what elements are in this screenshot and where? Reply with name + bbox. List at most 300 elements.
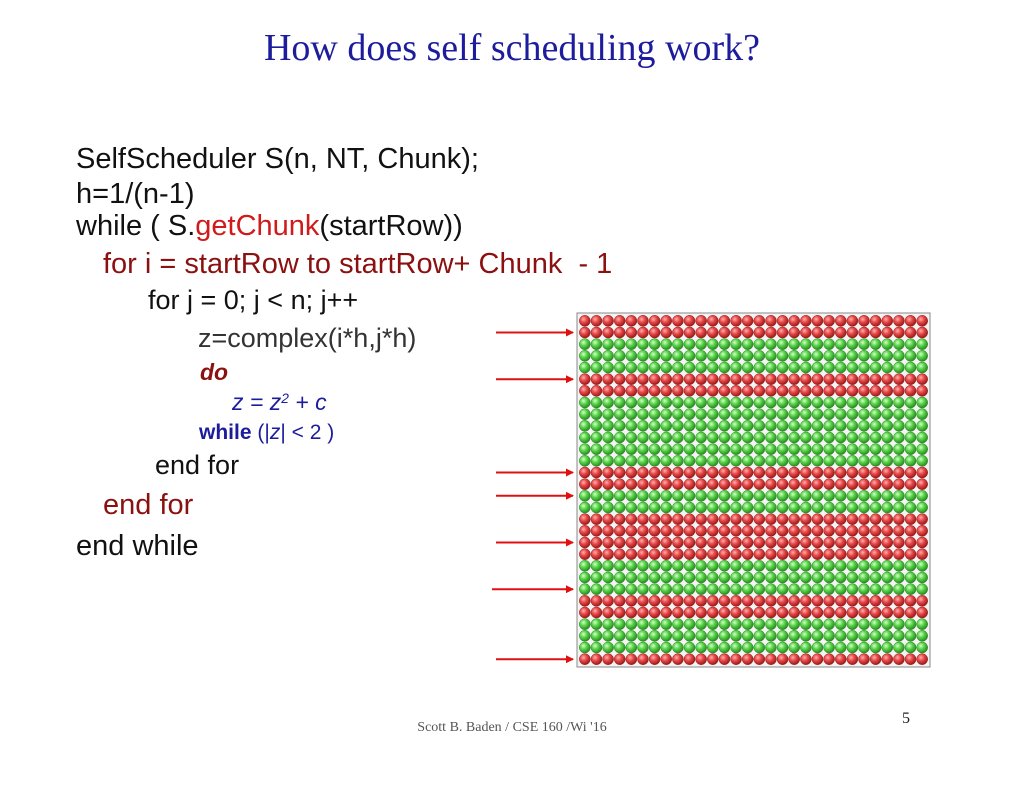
grid-dot-red: [637, 374, 648, 385]
grid-dot-red: [812, 385, 823, 396]
grid-dot-green: [661, 630, 672, 641]
grid-dot-green: [637, 397, 648, 408]
code-line-end-for-outer: end for: [103, 489, 194, 521]
grid-dot-red: [824, 595, 835, 606]
grid-dot-red: [847, 467, 858, 478]
grid-dot-red: [614, 654, 625, 665]
grid-dot-red: [661, 479, 672, 490]
grid-dot-red: [824, 315, 835, 326]
grid-dot-green: [824, 397, 835, 408]
grid-dot-red: [917, 595, 928, 606]
grid-dot-red: [626, 479, 637, 490]
grid-dot-red: [731, 374, 742, 385]
grid-dot-green: [905, 432, 916, 443]
grid-dot-green: [591, 630, 602, 641]
grid-dot-green: [591, 420, 602, 431]
grid-dot-green: [859, 619, 870, 630]
grid-dot-red: [893, 315, 904, 326]
grid-dot-green: [591, 444, 602, 455]
grid-dot-red: [626, 514, 637, 525]
grid-dot-red: [859, 327, 870, 338]
grid-dot-green: [579, 584, 590, 595]
grid-dot-red: [637, 549, 648, 560]
grid-dot-red: [637, 327, 648, 338]
grid-dot-red: [661, 595, 672, 606]
grid-dot-green: [591, 350, 602, 361]
grid-dot-green: [591, 560, 602, 571]
grid-dot-green: [905, 642, 916, 653]
grid-dot-red: [905, 549, 916, 560]
grid-dot-green: [905, 339, 916, 350]
grid-dot-green: [847, 339, 858, 350]
grid-dot-green: [696, 619, 707, 630]
grid-dot-green: [742, 339, 753, 350]
grid-dot-green: [626, 490, 637, 501]
grid-dot-red: [917, 537, 928, 548]
grid-dot-red: [696, 467, 707, 478]
grid-dot-green: [591, 409, 602, 420]
grid-dot-red: [707, 479, 718, 490]
grid-dot-green: [917, 642, 928, 653]
grid-dot-green: [812, 584, 823, 595]
grid-dot-green: [696, 630, 707, 641]
grid-dot-green: [847, 420, 858, 431]
grid-dot-green: [812, 502, 823, 513]
code-line-selfscheduler: SelfScheduler S(n, NT, Chunk);: [76, 143, 479, 175]
grid-dot-red: [672, 654, 683, 665]
grid-dot-green: [707, 420, 718, 431]
grid-dot-green: [905, 444, 916, 455]
grid-dot-green: [835, 572, 846, 583]
grid-dot-green: [812, 409, 823, 420]
grid-dot-red: [649, 327, 660, 338]
grid-dot-green: [859, 409, 870, 420]
grid-dot-green: [603, 420, 614, 431]
grid-dot-red: [800, 327, 811, 338]
grid-dot-green: [719, 444, 730, 455]
grid-dot-red: [719, 607, 730, 618]
grid-dot-green: [835, 409, 846, 420]
grid-dot-red: [847, 327, 858, 338]
grid-dot-red: [882, 479, 893, 490]
grid-dot-green: [649, 409, 660, 420]
grid-dot-red: [719, 595, 730, 606]
grid-dot-green: [684, 572, 695, 583]
grid-dot-red: [603, 607, 614, 618]
grid-dot-green: [765, 619, 776, 630]
grid-dot-red: [672, 537, 683, 548]
grid-dot-green: [707, 560, 718, 571]
grid-dot-red: [614, 315, 625, 326]
grid-dot-green: [859, 560, 870, 571]
grid-dot-green: [905, 455, 916, 466]
grid-dot-red: [882, 595, 893, 606]
grid-dot-red: [893, 595, 904, 606]
grid-dot-green: [847, 362, 858, 373]
grid-dot-green: [812, 642, 823, 653]
grid-dot-red: [835, 514, 846, 525]
grid-dot-red: [765, 537, 776, 548]
grid-dot-green: [731, 350, 742, 361]
grid-dot-green: [626, 362, 637, 373]
grid-dot-red: [754, 327, 765, 338]
grid-dot-red: [579, 385, 590, 396]
grid-dot-green: [591, 397, 602, 408]
grid-dot-green: [800, 420, 811, 431]
grid-dot-red: [661, 607, 672, 618]
grid-dot-green: [765, 502, 776, 513]
grid-dot-red: [684, 374, 695, 385]
grid-dot-green: [800, 444, 811, 455]
grid-dot-green: [800, 409, 811, 420]
grid-dot-green: [835, 397, 846, 408]
grid-dot-green: [754, 444, 765, 455]
grid-dot-red: [812, 327, 823, 338]
grid-dot-red: [696, 374, 707, 385]
grid-dot-red: [882, 537, 893, 548]
grid-dot-green: [882, 339, 893, 350]
grid-dot-red: [870, 549, 881, 560]
grid-dot-red: [649, 607, 660, 618]
grid-dot-red: [742, 467, 753, 478]
grid-dot-green: [649, 630, 660, 641]
grid-dot-green: [824, 350, 835, 361]
grid-dot-green: [800, 560, 811, 571]
grid-dot-green: [672, 397, 683, 408]
grid-dot-green: [765, 630, 776, 641]
grid-dot-green: [603, 584, 614, 595]
grid-dot-red: [824, 467, 835, 478]
grid-dot-red: [591, 595, 602, 606]
grid-dot-green: [614, 642, 625, 653]
grid-dot-green: [917, 397, 928, 408]
grid-dot-red: [847, 525, 858, 536]
grid-dot-green: [824, 432, 835, 443]
grid-dot-green: [917, 350, 928, 361]
grid-dot-green: [847, 572, 858, 583]
grid-dot-red: [707, 374, 718, 385]
grid-dot-red: [649, 315, 660, 326]
grid-dot-green: [754, 572, 765, 583]
grid-dot-green: [800, 584, 811, 595]
grid-dot-green: [661, 502, 672, 513]
grid-dot-green: [684, 502, 695, 513]
grid-dot-red: [742, 479, 753, 490]
grid-dot-red: [614, 385, 625, 396]
grid-dot-green: [742, 362, 753, 373]
grid-dot-green: [789, 572, 800, 583]
grid-dot-red: [777, 537, 788, 548]
grid-dot-green: [824, 560, 835, 571]
grid-dot-red: [789, 514, 800, 525]
grid-dot-green: [731, 444, 742, 455]
code-z-assign: z = z: [232, 389, 282, 415]
grid-dot-green: [882, 630, 893, 641]
grid-dot-red: [824, 374, 835, 385]
grid-dot-green: [637, 420, 648, 431]
grid-dot-green: [742, 560, 753, 571]
grid-dot-green: [917, 630, 928, 641]
grid-dot-green: [731, 455, 742, 466]
grid-dot-red: [626, 537, 637, 548]
grid-dot-red: [859, 607, 870, 618]
grid-dot-green: [672, 432, 683, 443]
grid-dot-green: [789, 642, 800, 653]
grid-dot-green: [777, 409, 788, 420]
grid-dot-green: [905, 397, 916, 408]
grid-dot-green: [661, 490, 672, 501]
grid-dot-green: [882, 642, 893, 653]
grid-dot-green: [719, 584, 730, 595]
grid-dot-green: [789, 397, 800, 408]
grid-dot-red: [672, 595, 683, 606]
grid-dot-green: [591, 619, 602, 630]
grid-dot-red: [800, 479, 811, 490]
grid-dot-red: [614, 479, 625, 490]
grid-dot-green: [742, 420, 753, 431]
grid-dot-green: [626, 420, 637, 431]
grid-dot-green: [637, 630, 648, 641]
grid-dot-red: [824, 525, 835, 536]
grid-dot-green: [812, 490, 823, 501]
grid-dot-red: [603, 525, 614, 536]
grid-dot-green: [754, 502, 765, 513]
grid-dot-green: [777, 630, 788, 641]
grid-dot-green: [672, 362, 683, 373]
grid-dot-green: [812, 630, 823, 641]
grid-dot-green: [765, 444, 776, 455]
grid-dot-green: [649, 362, 660, 373]
grid-dot-green: [603, 502, 614, 513]
grid-dot-green: [917, 455, 928, 466]
grid-dot-red: [707, 385, 718, 396]
grid-dot-green: [614, 397, 625, 408]
grid-dot-red: [777, 327, 788, 338]
grid-dot-red: [591, 374, 602, 385]
grid-dot-green: [800, 339, 811, 350]
grid-dot-green: [637, 455, 648, 466]
grid-dot-red: [882, 514, 893, 525]
grid-dot-green: [719, 630, 730, 641]
grid-dot-green: [824, 490, 835, 501]
grid-dot-red: [870, 479, 881, 490]
grid-dot-red: [835, 467, 846, 478]
grid-dot-red: [614, 537, 625, 548]
grid-dot-red: [870, 595, 881, 606]
grid-dot-green: [824, 619, 835, 630]
grid-dot-green: [824, 584, 835, 595]
grid-dot-green: [649, 455, 660, 466]
grid-dot-green: [870, 420, 881, 431]
grid-dot-red: [777, 654, 788, 665]
grid-dot-green: [893, 455, 904, 466]
grid-dot-green: [789, 584, 800, 595]
grid-dot-green: [707, 397, 718, 408]
grid-dot-green: [765, 490, 776, 501]
grid-dot-red: [731, 595, 742, 606]
grid-dot-green: [812, 619, 823, 630]
grid-dot-red: [591, 525, 602, 536]
grid-dot-red: [800, 315, 811, 326]
grid-dot-red: [812, 514, 823, 525]
grid-dot-red: [731, 607, 742, 618]
grid-dot-green: [870, 444, 881, 455]
grid-dot-red: [870, 385, 881, 396]
grid-dot-red: [742, 537, 753, 548]
grid-dot-red: [754, 537, 765, 548]
grid-dot-red: [847, 537, 858, 548]
grid-dot-red: [719, 549, 730, 560]
grid-dot-green: [870, 455, 881, 466]
grid-dot-green: [707, 432, 718, 443]
grid-dot-green: [847, 619, 858, 630]
grid-dot-red: [579, 315, 590, 326]
grid-dot-green: [591, 455, 602, 466]
grid-dot-red: [649, 385, 660, 396]
grid-dot-green: [626, 630, 637, 641]
grid-dot-red: [649, 479, 660, 490]
grid-dot-green: [777, 444, 788, 455]
grid-dot-red: [812, 607, 823, 618]
grid-dot-green: [684, 560, 695, 571]
grid-dot-red: [626, 595, 637, 606]
grid-dot-red: [777, 467, 788, 478]
grid-dot-red: [579, 374, 590, 385]
grid-dot-red: [742, 595, 753, 606]
grid-dot-red: [905, 537, 916, 548]
grid-dot-red: [649, 525, 660, 536]
grid-dot-red: [905, 654, 916, 665]
grid-dot-red: [777, 315, 788, 326]
grid-dot-red: [777, 549, 788, 560]
grid-dot-green: [603, 560, 614, 571]
grid-dot-green: [637, 362, 648, 373]
grid-dot-red: [719, 315, 730, 326]
grid-dot-green: [661, 432, 672, 443]
grid-dot-red: [789, 385, 800, 396]
grid-dot-red: [800, 537, 811, 548]
grid-dot-green: [789, 455, 800, 466]
grid-dot-green: [696, 502, 707, 513]
grid-dot-green: [684, 397, 695, 408]
grid-dot-red: [603, 654, 614, 665]
grid-dot-green: [905, 572, 916, 583]
grid-dot-red: [800, 514, 811, 525]
grid-dot-green: [742, 572, 753, 583]
grid-dot-green: [579, 432, 590, 443]
grid-dot-green: [579, 420, 590, 431]
grid-dot-green: [742, 409, 753, 420]
grid-dot-red: [905, 467, 916, 478]
grid-dot-green: [603, 362, 614, 373]
grid-dot-green: [870, 630, 881, 641]
grid-dot-red: [870, 654, 881, 665]
grid-dot-green: [649, 490, 660, 501]
grid-dot-green: [719, 619, 730, 630]
grid-dot-red: [917, 315, 928, 326]
grid-dot-green: [649, 444, 660, 455]
grid-dot-green: [731, 420, 742, 431]
grid-dot-green: [917, 502, 928, 513]
grid-dot-green: [626, 572, 637, 583]
grid-dot-green: [614, 455, 625, 466]
grid-dot-green: [719, 409, 730, 420]
grid-dot-green: [905, 619, 916, 630]
grid-dot-green: [812, 444, 823, 455]
grid-dot-green: [893, 409, 904, 420]
grid-dot-green: [800, 619, 811, 630]
grid-dot-green: [917, 432, 928, 443]
grid-dot-green: [917, 444, 928, 455]
grid-dot-green: [661, 339, 672, 350]
grid-dot-red: [696, 537, 707, 548]
grid-dot-red: [614, 595, 625, 606]
grid-dot-green: [859, 339, 870, 350]
grid-dot-green: [835, 630, 846, 641]
grid-dot-red: [824, 385, 835, 396]
grid-dot-green: [626, 339, 637, 350]
grid-dot-green: [672, 502, 683, 513]
grid-dot-green: [637, 584, 648, 595]
grid-dot-red: [754, 595, 765, 606]
grid-dot-green: [707, 339, 718, 350]
grid-dot-green: [649, 397, 660, 408]
grid-dot-red: [882, 654, 893, 665]
grid-dot-red: [719, 327, 730, 338]
grid-dot-red: [707, 315, 718, 326]
grid-dot-red: [765, 467, 776, 478]
grid-dot-green: [777, 584, 788, 595]
grid-dot-green: [719, 397, 730, 408]
grid-dot-green: [893, 502, 904, 513]
grid-dot-red: [870, 315, 881, 326]
grid-dot-red: [893, 467, 904, 478]
grid-dot-green: [859, 350, 870, 361]
grid-dot-green: [765, 362, 776, 373]
grid-dot-green: [684, 584, 695, 595]
code-line-end-for-inner: end for: [155, 450, 240, 480]
grid-dot-green: [696, 350, 707, 361]
grid-dot-green: [847, 409, 858, 420]
grid-dot-red: [789, 479, 800, 490]
grid-dot-green: [579, 350, 590, 361]
grid-dot-green: [731, 490, 742, 501]
grid-dot-green: [765, 350, 776, 361]
page-number: 5: [902, 710, 910, 727]
grid-dot-red: [591, 467, 602, 478]
grid-dot-green: [859, 572, 870, 583]
grid-dot-red: [777, 385, 788, 396]
grid-dot-green: [661, 584, 672, 595]
grid-dot-green: [579, 490, 590, 501]
grid-dot-green: [777, 420, 788, 431]
grid-dot-green: [870, 350, 881, 361]
grid-dot-green: [591, 339, 602, 350]
grid-dot-red: [614, 327, 625, 338]
grid-dot-red: [731, 525, 742, 536]
grid-dot-red: [614, 607, 625, 618]
grid-dot-green: [719, 420, 730, 431]
grid-dot-red: [626, 525, 637, 536]
grid-dot-green: [777, 339, 788, 350]
grid-dot-red: [800, 385, 811, 396]
grid-dot-green: [812, 397, 823, 408]
grid-dot-red: [754, 479, 765, 490]
grid-dot-red: [777, 514, 788, 525]
grid-dot-green: [859, 630, 870, 641]
grid-dot-green: [731, 630, 742, 641]
grid-dot-green: [882, 502, 893, 513]
